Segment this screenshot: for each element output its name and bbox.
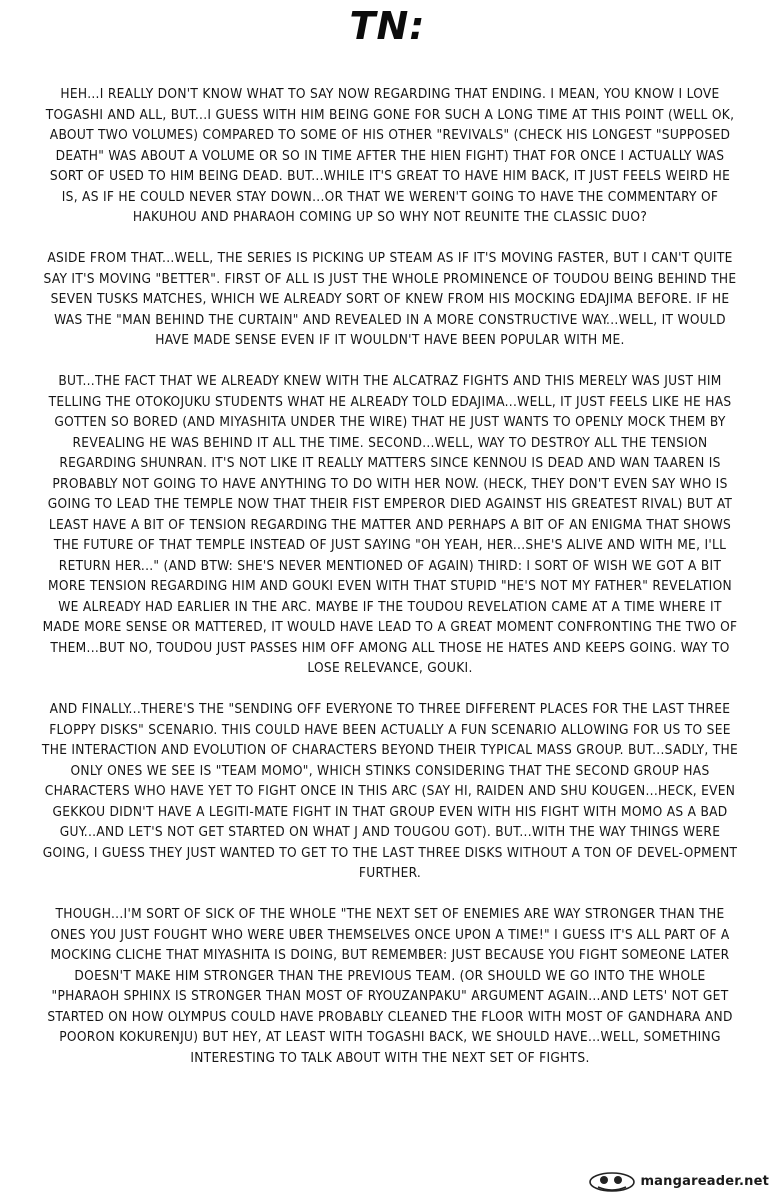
site-watermark[interactable] (588, 1168, 769, 1194)
note-paragraph-3: BUT...THE FACT THAT WE ALREADY KNEW WITH THE ALCATRAZ FIGHTS AND THIS MERELY WAS JUST HIM TELLING THE OTOKOJUKU STUDENTS WHAT HE ALREADY TOLD EDAJIMA...WELL, IT JUST FEELS LIKE HE HAS GOTTEN SO BORED (AND MIYASHITA UNDER THE WIRE) THAT HE JUST WANTS TO OPENLY MOCK THEM BY REVEALING HE WAS BEHIND IT ALL THE TIME. SECOND...WELL, WAY TO DESTROY ALL THE TENSION REGARDING SHUNRAN. IT'S NOT LIKE IT REALLY MATTERS SINCE KENNOU IS DEAD AND WAN TAAREN IS PROBABLY NOT GOING TO HAVE ANYTHING TO DO WITH HER NOW. (HECK, THEY DON'T EVEN SAY WHO IS GOING TO LEAD THE TEMPLE NOW THAT THEIR FIST EMPEROR DIED AGAINST HIS GREATEST RIVAL) BUT AT LEAST HAVE A BIT OF TENSION REGARDING THE MATTER AND PERHAPS A BIT OF AN ENIGMA THAT SHOWS THE FUTURE OF THAT TEMPLE INSTEAD OF JUST SAYING "OH YEAH, HER...SHE'S ALIVE AND WITH ME, I'LL RETURN HER..." (AND BTW: SHE'S NEVER MENTIONED OF AGAIN) THIRD: I SORT OF WISH WE GOT A BIT MORE TENSION REGARDING HIM AND GOUKI EVEN WITH THAT STUPID "HE'S NOT MY FATHER" REVELATION WE ALREADY HAD EARLIER IN THE ARC. MAYBE IF THE TOUDOU REVELATION CAME AT A TIME WHERE IT MADE MORE SENSE OR MATTERED, IT WOULD HAVE LEAD TO A GREAT MOMENT CONFRONTING THE TWO OF THEM...BUT NO, TOUDOU JUST PASSES HIM OFF AMONG ALL THOSE HE HATES AND KEEPS GOING. WAY TO LOSE RELEVANCE, GOUKI. (42, 373, 738, 676)
mangareader-logo-icon (588, 1169, 636, 1193)
note-paragraph-4: AND FINALLY...THERE'S THE "SENDING OFF EVERYONE TO THREE DIFFERENT PLACES FOR THE LAST THREE FLOPPY DISKS" SCENARIO. THIS COULD HAVE BEEN ACTUALLY A FUN SCENARIO ALLOWING FOR US TO SEE THE INTERACTION AND EVOLUTION OF CHARACTERS BEYOND THEIR TYPICAL MASS GROUP. BUT...SADLY, THE ONLY ONES WE SEE IS "TEAM MOMO", WHICH STINKS CONSIDERING THAT THE SECOND GROUP HAS CHARACTERS WHO HAVE YET TO FIGHT ONCE IN THIS ARC (SAY HI, RAIDEN AND SHU KOUGEN...HECK, EVEN GEKKOU DIDN'T HAVE A LEGITI-MATE FIGHT IN THAT GROUP EVEN WITH HIS FIGHT WITH MOMO AS A BAD GUY...AND LET'S NOT GET STARTED ON WHAT J AND TOUGOU GOT). BUT...WITH THE WAY THINGS WERE GOING, I GUESS THEY JUST WANTED TO GET TO THE LAST THREE DISKS WITHOUT A TON OF DEVEL-OPMENT FURTHER. (41, 701, 739, 881)
note-paragraph-5: THOUGH...I'M SORT OF SICK OF THE WHOLE "THE NEXT SET OF ENEMIES ARE WAY STRONGER THAN THE ONES YOU JUST FOUGHT WHO WERE UBER THEMSELVES ONCE UPON A TIME!" I GUESS IT'S ALL PART OF A MOCKING CLICHE THAT MIYASHITA IS DOING, BUT REMEMBER: JUST BECAUSE YOU FIGHT SOMEONE LATER DOESN'T MAKE HIM STRONGER THAN THE PREVIOUS TEAM. (OR SHOULD WE GO INTO THE WHOLE "PHARAOH SPHINX IS STRONGER THAN MOST OF RYOUZANPAKU" ARGUMENT AGAIN...AND LETS' NOT GET STARTED ON HOW OLYMPUS COULD HAVE PROBABLY CLEANED THE FLOOR WITH MOST OF GANDHARA AND POORON KOKURENJU) BUT HEY, AT LEAST WITH TOGASHI BACK, WE SHOULD HAVE...WELL, SOMETHING INTERESTING TO TALK ABOUT WITH THE NEXT SET OF FIGHTS. (47, 906, 733, 1066)
note-paragraph-1: HEH...I REALLY DON'T KNOW WHAT TO SAY NOW REGARDING THAT ENDING. I MEAN, YOU KNOW I LOVE TOGASHI AND ALL, BUT...I GUESS WITH HIM BEING GONE FOR SUCH A LONG TIME AT THIS POINT (WELL OK, ABOUT TWO VOLUMES) COMPARED TO SOME OF HIS OTHER "REVIVALS" (CHECK HIS LONGEST "SUPPOSED DEATH" WAS ABOUT A VOLUME OR SO IN TIME AFTER THE HIEN FIGHT) THAT FOR ONCE I ACTUALLY WAS SORT OF USED TO HIM BEING DEAD. BUT...WHILE IT'S GREAT TO HAVE HIM BACK, IT JUST FEELS WEIRD HE IS, AS IF HE COULD NEVER STAY DOWN...OR THAT WE WEREN'T GOING TO HAVE THE COMMENTARY OF HAKUHOU AND PHARAOH COMING UP SO WHY NOT REUNITE THE CLASSIC DUO? (45, 86, 735, 225)
page-title: TN: (349, 4, 426, 48)
watermark-text: mangareader.net (640, 1173, 769, 1189)
note-paragraph-2: ASIDE FROM THAT...WELL, THE SERIES IS PICKING UP STEAM AS IF IT'S MOVING FASTER, BUT I CAN'T QUITE SAY IT'S MOVING "BETTER". FIRST OF ALL IS JUST THE WHOLE PROMINENCE OF TOUDOU BEING BEHIND THE SEVEN TUSKS MATCHES, WHICH WE ALREADY SORT OF KNEW FROM HIS MOCKING EDAJIMA BEFORE. IF HE WAS THE "MAN BEHIND THE CURTAIN" AND REVEALED IN A MORE CONSTRUCTIVE WAY...WELL, IT WOULD HAVE MADE SENSE EVEN IF IT WOULDN'T HAVE BEEN POPULAR WITH ME. (43, 250, 737, 348)
translator-notes (40, 84, 740, 1089)
